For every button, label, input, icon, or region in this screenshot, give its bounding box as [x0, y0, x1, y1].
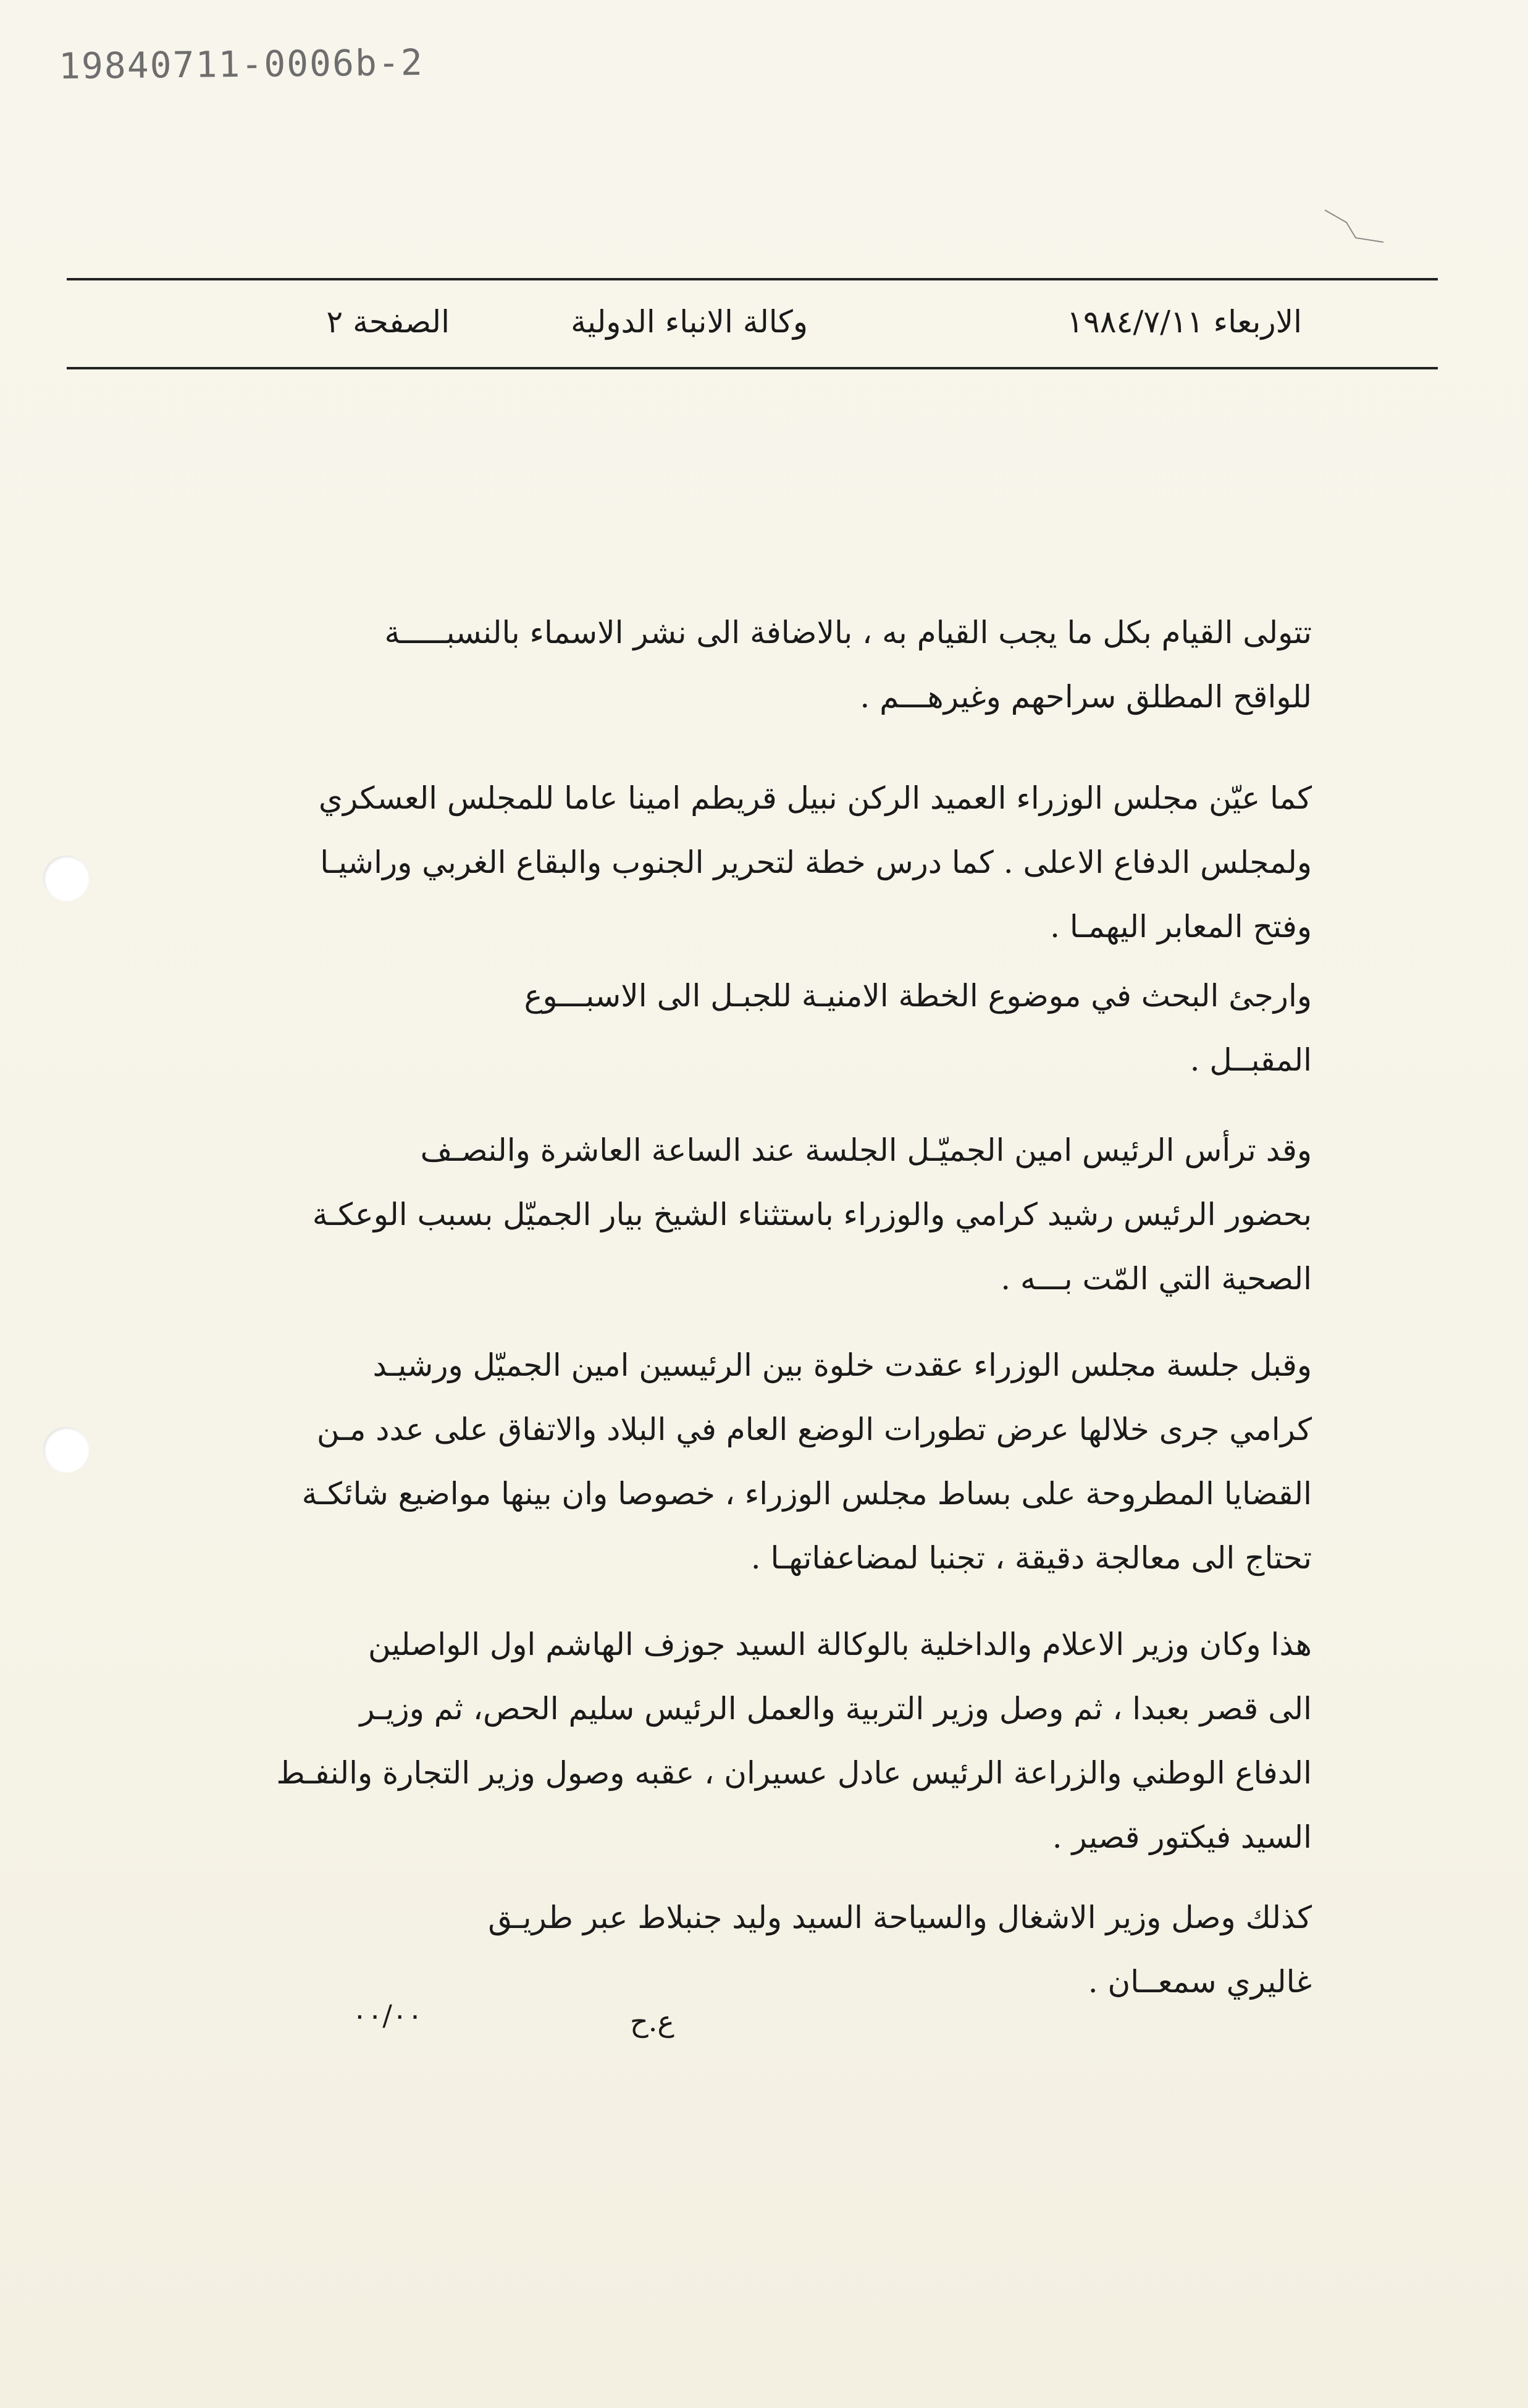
punch-hole-upper — [43, 856, 89, 901]
paragraph-line: للواقح المطلق سراحهم وغيرهـــم . — [860, 679, 1312, 715]
continuation-mark: ٠٠/٠٠ — [352, 1998, 423, 2032]
paragraph-1 — [212, 600, 1312, 729]
pen-scratch-mark — [1322, 204, 1390, 247]
paragraph-line: الصحية التي المّت بـــه . — [1001, 1261, 1312, 1297]
paragraph-3 — [212, 964, 1312, 1092]
header-date: الاربعاء ١٩٨٤/٧/١١ — [1067, 304, 1302, 340]
paragraph-2 — [212, 766, 1312, 959]
paragraph-line: ولمجلس الدفاع الاعلى . كما درس خطة لتحرير الجنوب والبقاع الغربي وراشيـا — [320, 844, 1312, 880]
header-agency: وكالة الانباء الدولية — [571, 304, 808, 340]
paragraph-line: كما عيّن مجلس الوزراء العميد الركن نبيل قريطم امينا عاما للمجلس العسكري — [318, 780, 1312, 816]
bulletin-header — [67, 290, 1438, 358]
paragraph-line: المقبــل . — [1190, 1042, 1312, 1078]
header-top-rule — [67, 278, 1438, 280]
paragraph-line: بحضور الرئيس رشيد كرامي والوزراء باستثناء الشيخ بيار الجميّل بسبب الوعكـة — [312, 1197, 1312, 1232]
author-initials: ع.ح — [630, 2005, 674, 2038]
paragraph-line: الدفاع الوطني والزراعة الرئيس عادل عسيران ، عقبه وصول وزير التجارة والنفـط — [276, 1755, 1312, 1791]
paragraph-line: السيد فيكتور قصير . — [1052, 1819, 1312, 1855]
paragraph-line: وقبل جلسة مجلس الوزراء عقدت خلوة بين الرئيسين امين الجميّل ورشيـد — [372, 1347, 1312, 1383]
paragraph-line: القضايا المطروحة على بساط مجلس الوزراء ، خصوصا وان بينها مواضيع شائكـة — [301, 1476, 1312, 1512]
archive-reference-code: 19840711-0006b-2 — [58, 41, 424, 88]
paragraph-5 — [212, 1333, 1312, 1590]
paragraph-line: الى قصر بعبدا ، ثم وصل وزير التربية والعمل الرئيس سليم الحص، ثم وزيـر — [359, 1691, 1312, 1727]
paragraph-7 — [212, 1885, 1312, 2014]
paragraph-line: غاليري سمعــان . — [1088, 1964, 1312, 2000]
punch-hole-lower — [43, 1427, 89, 1473]
paragraph-line: كذلك وصل وزير الاشغال والسياحة السيد وليد جنبلاط عبر طريـق — [488, 1900, 1312, 1935]
paragraph-line: هذا وكان وزير الاعلام والداخلية بالوكالة السيد جوزف الهاشم اول الواصلين — [368, 1627, 1312, 1662]
paragraph-line: تتولى القيام بكل ما يجب القيام به ، بالاضافة الى نشر الاسماء بالنسبـــــة — [384, 615, 1312, 650]
paragraph-line: كرامي جرى خلالها عرض تطورات الوضع العام في البلاد والاتفاق على عدد مـن — [316, 1412, 1312, 1447]
paragraph-line: وارجئ البحث في موضوع الخطة الامنيـة للجبـل الى الاسبـــوع — [524, 978, 1312, 1014]
paragraph-line: وقد ترأس الرئيس امين الجميّـل الجلسة عند الساعة العاشرة والنصـف — [420, 1132, 1312, 1168]
paragraph-4 — [212, 1118, 1312, 1311]
header-page-number: الصفحة ٢ — [326, 304, 450, 340]
header-bottom-rule — [67, 367, 1438, 369]
paragraph-line: وفتح المعابر اليهمـا . — [1050, 909, 1312, 945]
paragraph-line: تحتاج الى معالجة دقيقة ، تجنبا لمضاعفاتهـا . — [750, 1540, 1312, 1576]
paragraph-6 — [212, 1612, 1312, 1869]
